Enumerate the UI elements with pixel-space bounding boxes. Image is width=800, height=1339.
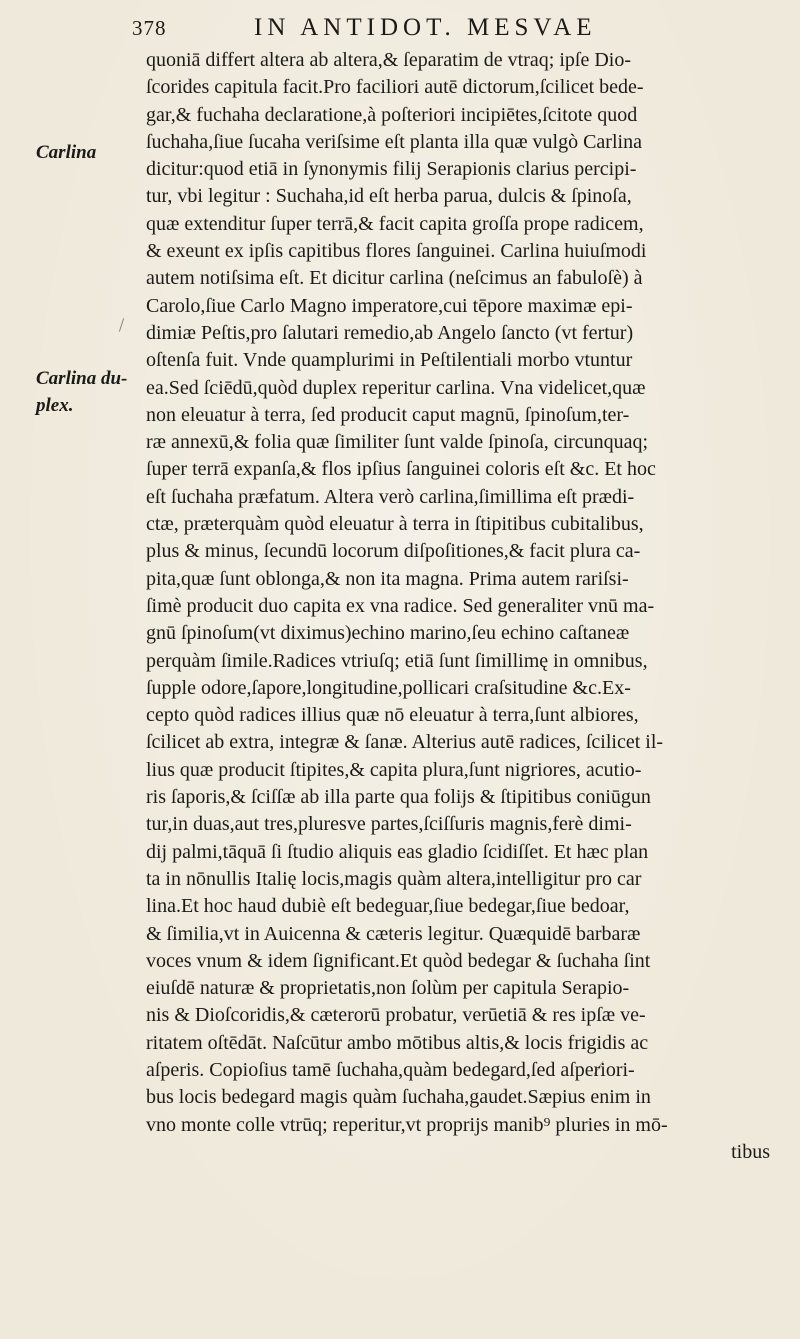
margin-note-carlina-duplex: Carlina du- [36,368,128,389]
text-line: aſperis. Copioſius tamē ſuchaha,quàm bedegard,ſed aſperiori- [146,1058,635,1081]
text-line: ſcorides capitula facit.Pro faciliori autē dictorum,ſcilicet bede- [146,76,644,99]
text-line: vno monte colle vtrūq; reperitur,vt proprijs manib⁹ pluries in mō- [146,1113,668,1136]
text-line: tur, vbi legitur : Suchaha,id eſt herba parua, dulcis & ſpinoſa, [146,185,632,208]
text-line: gar,& fuchaha declaratione,à poſteriori incipiētes,ſcitote quod [146,103,638,126]
text-line: & exeunt ex ipſis capitibus flores ſanguinei. Carlina huiuſmodi [146,240,647,263]
running-head: IN ANTIDOT. MESVAE [254,14,597,41]
text-line: Carolo,ſiue Carlo Magno imperatore,cui tēpore maximæ epi- [146,294,633,317]
text-line: tur,in duas,aut tres,pluresve partes,ſciſſuris magnis,ferè dimi- [146,813,632,836]
text-line: ſupple odore,ſapore,longitudine,pollicari craſsitudine &c.Ex- [146,676,631,699]
text-line: non eleuatur à terra, ſed producit caput magnū, ſpinoſum,ter- [146,403,630,426]
text-line: pita,quæ ſunt oblonga,& non ita magna. Prima autem rariſsi- [146,567,629,590]
page-number: 378 [132,16,167,40]
text-line: ſcilicet ab extra, integræ & ſanæ. Alterius autē radices, ſcilicet il- [146,731,664,754]
text-line: ea.Sed ſciēdū,quòd duplex reperitur carlina. Vna videlicet,quæ [146,376,646,399]
body-text [146,47,776,1166]
text-line: ræ annexū,& folia quæ ſimiliter ſunt valde ſpinoſa, circunquaq; [146,431,649,454]
text-line: lina.Et hoc haud dubiè eſt bedeguar,ſiue bedegar,ſiue bedoar, [146,895,630,918]
page-header [132,14,772,48]
margin-note-plex: plex. [36,395,74,416]
text-line: plus & minus, ſecundū locorum diſpoſitiones,& facit plura ca- [146,540,641,563]
text-line: ta in nōnullis Italię locis,magis quàm altera,intelligitur pro car [146,867,642,890]
text-line: autem notiſsima eſt. Et dicitur carlina (neſcimus an fabuloſè) à [146,267,643,290]
catchword: tibus [731,1140,770,1163]
text-line: ſuchaha,ſiue ſucaha veriſsime eſt planta illa quæ vulgò Carlina [146,130,642,153]
margin-note-carlina: Carlina [36,142,97,163]
text-line: bus locis bedegard magis quàm ſuchaha,gaudet.Sæpius enim in [146,1086,651,1109]
text-line: & ſimilia,vt in Auicenna & cæteris legitur. Quæquidē barbaræ [146,922,641,945]
text-line: dimiæ Peſtis,pro ſalutari remedio,ab Angelo ſancto (vt fertur) [146,321,634,344]
text-line: dij palmi,tāquā ſi ſtudio aliquis eas gladio ſcidiſſet. Et hæc plan [146,840,649,863]
text-line: eiuſdē naturæ & proprietatis,non ſolùm per capitula Serapio- [146,977,630,1000]
text-line: ſuper terrā expanſa,& flos ipſius ſanguinei coloris eſt &c. Et hoc [146,458,656,481]
text-line: nis & Dioſcoridis,& cæterorū probatur, verūetiā & res ipſæ ve- [146,1004,646,1027]
text-line: ris ſaporis,& ſciſſæ ab illa parte qua folijs & ſtipitibus coniūgun [146,786,651,809]
text-line: quæ extenditur ſuper terrā,& facit capita groſſa prope radicem, [146,212,644,235]
text-line: eſt ſuchaha præfatum. Altera verò carlina,ſimillima eſt prædi- [146,485,635,508]
text-line: perquàm ſimile.Radices vtriuſq; etiā ſunt ſimillimę in omnibus, [146,649,648,672]
text-line: ctæ, præterquàm quòd eleuatur à terra in ſtipitibus cubitalibus, [146,513,644,536]
text-line: ſimè producit duo capita ex vna radice. Sed generaliter vnū ma- [146,594,655,617]
text-line: oſtenſa fuit. Vnde quamplurimi in Peſtilentiali morbo vtuntur [146,349,633,372]
text-line: lius quæ producit ſtipites,& capita plura,ſunt nigriores, acutio- [146,758,642,781]
text-line: cepto quòd radices illius quæ nō eleuatur à terra,ſunt albiores, [146,704,639,727]
text-line: dicitur:quod etiā in ſynonymis filij Serapionis clarius percipi- [146,158,637,181]
text-line: voces vnum & idem ſignificant.Et quòd bedegar & ſuchaha ſint [146,949,651,972]
text-line: gnū ſpinoſum(vt diximus)echino marino,ſeu echino caſtaneæ [146,622,630,645]
text-line: ritatem oſtēdāt. Naſcūtur ambo mōtibus altis,& locis frigidis ac [146,1031,649,1054]
text-line: quoniā differt altera ab altera,& ſeparatim de vtraq; ipſe Dio- [146,49,631,71]
margin-notes [0,0,130,1339]
